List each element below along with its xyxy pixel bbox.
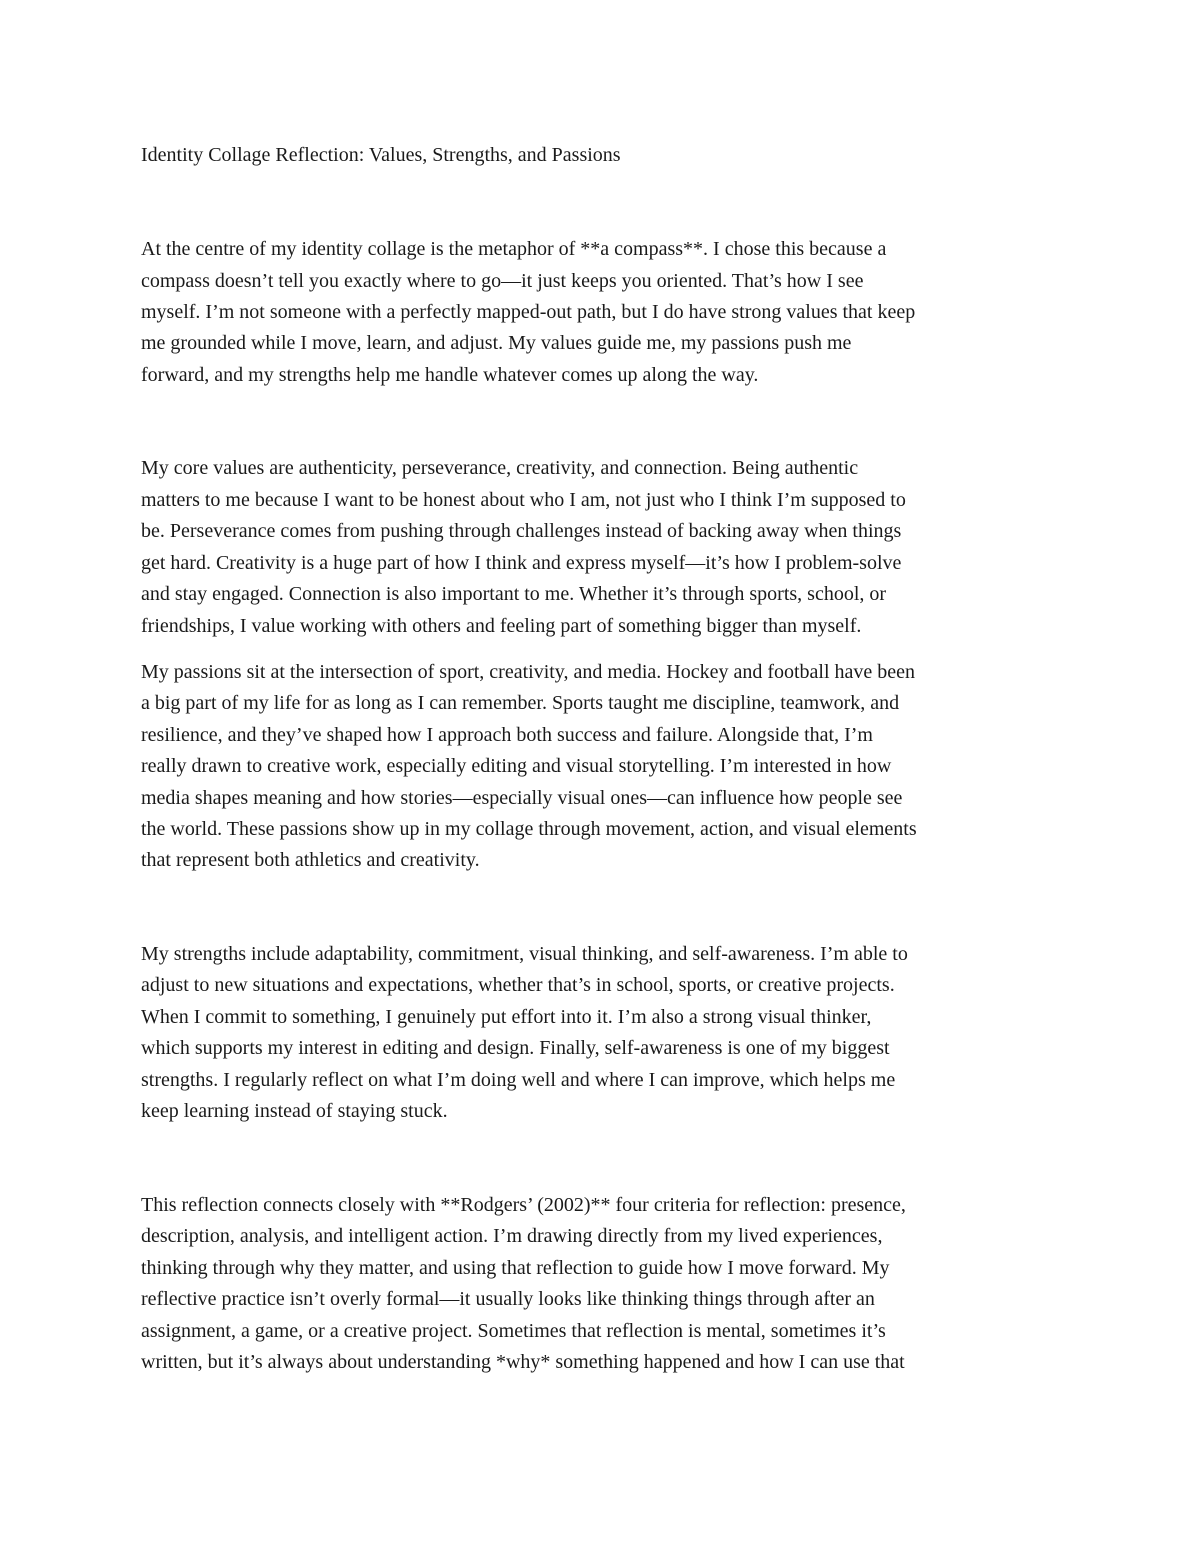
paragraph-line: My passions sit at the intersection of sport, creativity, and media. Hockey and football have been xyxy=(141,661,916,683)
paragraph-line: which supports my interest in editing and design. Finally, self-awareness is one of my biggest xyxy=(141,1037,890,1059)
paragraph-line: My strengths include adaptability, commitment, visual thinking, and self-awareness. I’m able to xyxy=(141,943,908,965)
paragraph-line: resilience, and they’ve shaped how I approach both success and failure. Alongside that, I’m xyxy=(141,724,873,746)
paragraph-line: really drawn to creative work, especially editing and visual storytelling. I’m interested in how xyxy=(141,755,892,777)
paragraph-line: reflective practice isn’t overly formal—it usually looks like thinking things through after an xyxy=(141,1288,875,1310)
paragraph-line: be. Perseverance comes from pushing through challenges instead of backing away when things xyxy=(141,520,902,542)
paragraph-line: compass doesn’t tell you exactly where to go—it just keeps you oriented. That’s how I see xyxy=(141,270,864,292)
paragraph-line: the world. These passions show up in my collage through movement, action, and visual elements xyxy=(141,818,917,840)
paragraph-line: At the centre of my identity collage is the metaphor of **a compass**. I chose this because a xyxy=(141,238,887,260)
paragraph-line: that represent both athletics and creativity. xyxy=(141,849,480,871)
paragraph-line: matters to me because I want to be honest about who I am, not just who I think I’m supposed to xyxy=(141,489,906,511)
paragraph-line: assignment, a game, or a creative project. Sometimes that reflection is mental, sometimes it’s xyxy=(141,1320,886,1342)
paragraph-line: get hard. Creativity is a huge part of how I think and express myself—it’s how I problem-solve xyxy=(141,552,902,574)
paragraph-line: keep learning instead of staying stuck. xyxy=(141,1100,448,1122)
paragraph-line: This reflection connects closely with **Rodgers’ (2002)** four criteria for reflection: presence, xyxy=(141,1194,906,1216)
paragraph-line: written, but it’s always about understanding *why* something happened and how I can use that xyxy=(141,1351,905,1373)
paragraph-line: media shapes meaning and how stories—especially visual ones—can influence how people see xyxy=(141,787,903,809)
paragraph-line: myself. I’m not someone with a perfectly mapped-out path, but I do have strong values that keep xyxy=(141,301,916,323)
paragraph-line: thinking through why they matter, and using that reflection to guide how I move forward. My xyxy=(141,1257,890,1279)
paragraph-line: friendships, I value working with others and feeling part of something bigger than myself. xyxy=(141,615,862,637)
paragraph-line: and stay engaged. Connection is also important to me. Whether it’s through sports, school, or xyxy=(141,583,887,605)
document-title: Identity Collage Reflection: Values, Strengths, and Passions xyxy=(141,144,621,166)
paragraph-line: me grounded while I move, learn, and adjust. My values guide me, my passions push me xyxy=(141,332,852,354)
paragraph-line: a big part of my life for as long as I can remember. Sports taught me discipline, teamwork, and xyxy=(141,692,900,714)
paragraph-line: forward, and my strengths help me handle whatever comes up along the way. xyxy=(141,364,759,386)
paragraph-line: My core values are authenticity, perseverance, creativity, and connection. Being authentic xyxy=(141,457,859,479)
paragraph-line: When I commit to something, I genuinely put effort into it. I’m also a strong visual thinker, xyxy=(141,1006,872,1028)
paragraph-line: adjust to new situations and expectations, whether that’s in school, sports, or creative projects. xyxy=(141,974,895,996)
paragraph-line: strengths. I regularly reflect on what I’m doing well and where I can improve, which helps me xyxy=(141,1069,896,1091)
paragraph-line: description, analysis, and intelligent action. I’m drawing directly from my lived experiences, xyxy=(141,1225,883,1247)
